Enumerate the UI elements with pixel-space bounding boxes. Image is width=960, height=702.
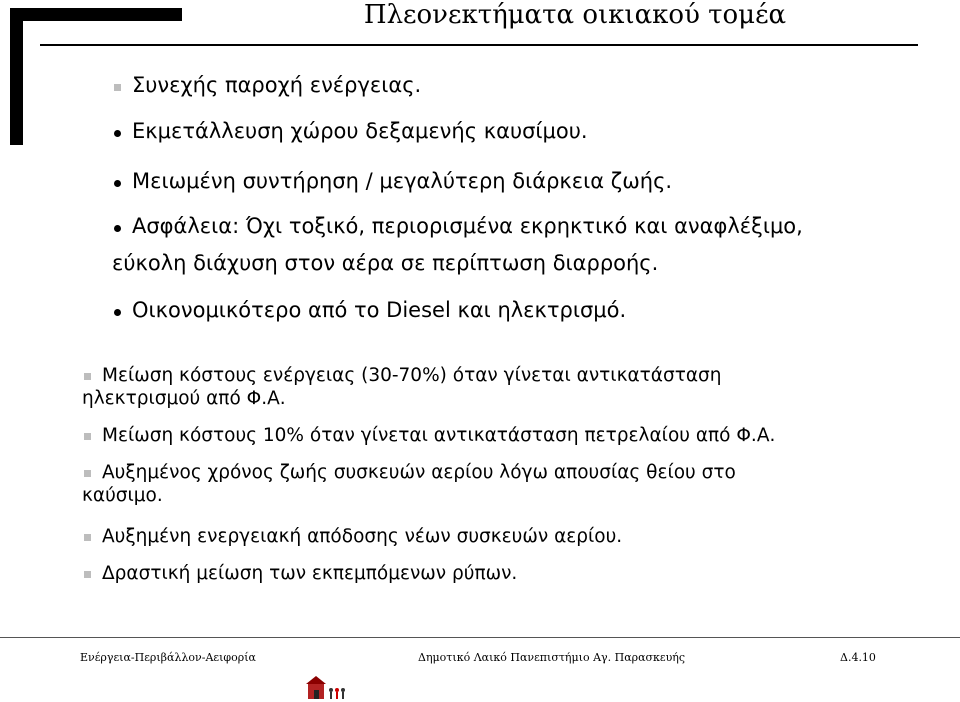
- footer-divider: [0, 637, 960, 638]
- corner-bar-vertical: [10, 8, 23, 145]
- round-bullet-icon: [114, 130, 121, 137]
- bullet-item-continuation: καύσιμο.: [82, 485, 163, 506]
- bullet-item: Μείωση κόστους 10% όταν γίνεται αντικατάσταση πετρελαίου από Φ.Α.: [102, 425, 776, 446]
- square-bullet-icon: [84, 373, 91, 380]
- bullet-item: Μειωμένη συντήρηση / μεγαλύτερη διάρκεια ζωής.: [132, 169, 673, 193]
- bullet-item: Ασφάλεια: Όχι τοξικό, περιορισμένα εκρηκτικό και αναφλέξιμο,: [132, 214, 803, 238]
- title-divider: [40, 44, 918, 46]
- bullet-item: Εκμετάλλευση χώρου δεξαμενής καυσίμου.: [132, 119, 588, 143]
- footer-center-text: Δημοτικό Λαικό Πανεπιστήμιο Αγ. Παρασκευής: [418, 651, 686, 664]
- round-bullet-icon: [114, 225, 121, 232]
- bullet-item: Συνεχής παροχή ενέργειας.: [132, 73, 422, 97]
- footer-left-text: Ενέργεια-Περιβάλλον-Αειφορία: [80, 651, 256, 664]
- corner-bar-horizontal: [10, 8, 182, 21]
- bullet-item: Αυξημένη ενεργειακή απόδοσης νέων συσκευών αερίου.: [102, 526, 623, 547]
- bullet-item-continuation: ηλεκτρισμού από Φ.Α.: [82, 388, 286, 409]
- bullet-item: Μείωση κόστους ενέργειας (30-70%) όταν γίνεται αντικατάσταση: [102, 365, 722, 386]
- bullet-item: Οικονομικότερο από το Diesel και ηλεκτρισμό.: [132, 298, 627, 322]
- school-logo-icon: [300, 675, 350, 701]
- square-bullet-icon: [84, 534, 91, 541]
- round-bullet-icon: [114, 309, 121, 316]
- square-bullet-icon: [84, 470, 91, 477]
- footer-page-number: Δ.4.10: [840, 651, 876, 664]
- bullet-item: Αυξημένος χρόνος ζωής συσκευών αερίου λόγω απουσίας θείου στο: [102, 462, 736, 483]
- slide-title: Πλεονεκτήματα οικιακού τομέα: [363, 0, 787, 30]
- bullet-item: Δραστική μείωση των εκπεμπόμενων ρύπων.: [102, 563, 518, 584]
- square-bullet-icon: [114, 84, 121, 91]
- square-bullet-icon: [84, 571, 91, 578]
- square-bullet-icon: [84, 433, 91, 440]
- bullet-item-continuation: εύκολη διάχυση στον αέρα σε περίπτωση διαρροής.: [112, 251, 659, 275]
- round-bullet-icon: [114, 180, 121, 187]
